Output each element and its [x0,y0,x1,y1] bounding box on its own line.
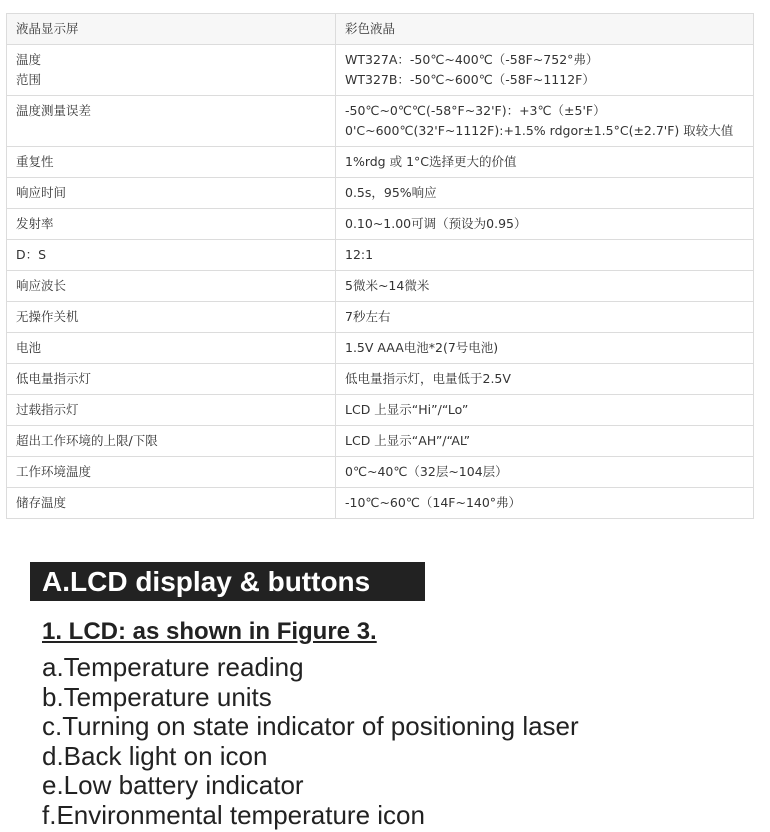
spec-value-line: LCD 上显示“Hi”/“Lo” [345,402,469,417]
spec-row [7,271,754,302]
spec-key [7,302,336,333]
spec-key-line: 重复性 [16,154,54,169]
spec-key [7,209,336,240]
spec-value-line: LCD 上显示“AH”/“AL” [345,433,471,448]
spec-key [7,364,336,395]
spec-value-line: 1%rdg 或 1°C选择更大的价值 [345,154,517,169]
section-title: A.LCD display & buttons [30,562,425,601]
spec-row [7,488,754,519]
spec-key [7,178,336,209]
spec-key [7,395,336,426]
spec-table-header-row [7,14,754,45]
spec-key-line: 温度测量误差 [16,103,92,118]
spec-value-line: WT327A：-50℃~400℃（-58F~752°弗） [345,52,599,67]
spec-table-body [7,14,754,519]
spec-value-line: 0℃~40℃（32层~104层） [345,464,508,479]
lcd-item: f.Environmental temperature icon [42,799,425,830]
spec-key-line: D：S [16,247,47,262]
spec-key-line: 低电量指示灯 [16,371,92,386]
spec-key [7,488,336,519]
spec-row [7,333,754,364]
spec-key [7,457,336,488]
section-subtitle: 1. LCD: as shown in Figure 3. [42,618,377,645]
spec-row [7,302,754,333]
spec-row [7,96,754,147]
spec-row [7,240,754,271]
spec-value-line: 0.5s，95%响应 [345,185,437,200]
spec-key-line: 范围 [16,72,42,87]
spec-value-line: 0'C~600℃(32'F~1112F):+1.5% rdgor±1.5°C(±2.7'F) 取较大值 [345,123,734,138]
spec-key [7,426,336,457]
spec-value [336,178,754,209]
spec-row [7,364,754,395]
spec-key-line: 响应波长 [16,278,67,293]
spec-key-line: 过载指示灯 [16,402,79,417]
spec-row [7,457,754,488]
lcd-item: d.Back light on icon [42,740,268,771]
spec-key-line: 无操作关机 [16,309,79,324]
lcd-item-list [42,653,579,831]
lcd-item: e.Low battery indicator [42,770,304,801]
spec-key-line: 响应时间 [16,185,67,200]
lcd-item: a.Temperature reading [42,652,304,682]
spec-key-line: 储存温度 [16,495,67,510]
spec-value [336,96,754,147]
spec-value [336,364,754,395]
lcd-item: c.Turning on state indicator of positioning laser [42,711,579,742]
spec-value-line: 1.5V AAA电池*2(7号电池) [345,340,499,355]
spec-value [336,395,754,426]
spec-row [7,209,754,240]
spec-value-line: -10℃~60℃（14F~140°弗） [345,495,522,510]
spec-value-line: 0.10~1.00可调（预设为0.95） [345,216,527,231]
spec-row [7,147,754,178]
spec-key-line: 超出工作环境的上限/下限 [16,433,158,448]
spec-row [7,426,754,457]
spec-key [7,45,336,96]
spec-value [336,45,754,96]
spec-key-line: 发射率 [16,216,54,231]
spec-value-line: WT327B：-50℃~600℃（-58F~1112F） [345,72,595,87]
spec-value [336,333,754,364]
spec-row [7,395,754,426]
spec-header-key: 液晶显示屏 [7,14,336,45]
spec-key [7,271,336,302]
spec-key-line: 电池 [16,340,42,355]
spec-key [7,96,336,147]
spec-row [7,178,754,209]
spec-value-line: -50℃~0℃℃(-58°F~32'F)：+3℃（±5'F） [345,103,606,118]
spec-value [336,147,754,178]
spec-value [336,240,754,271]
spec-key [7,333,336,364]
lcd-item: b.Temperature units [42,681,272,712]
spec-value [336,271,754,302]
spec-key-line: 温度 [16,52,42,67]
spec-value-line: 7秒左右 [345,309,391,324]
spec-value [336,426,754,457]
spec-value [336,209,754,240]
spec-key [7,240,336,271]
spec-table [6,13,754,519]
spec-value-line: 低电量指示灯，电量低于2.5V [345,371,511,386]
spec-key-line: 工作环境温度 [16,464,92,479]
spec-row [7,45,754,96]
spec-header-value: 彩色液晶 [336,14,754,45]
spec-key [7,147,336,178]
spec-value [336,457,754,488]
spec-value [336,302,754,333]
spec-value-line: 12:1 [345,247,374,262]
spec-value [336,488,754,519]
spec-value-line: 5微米~14微米 [345,278,430,293]
